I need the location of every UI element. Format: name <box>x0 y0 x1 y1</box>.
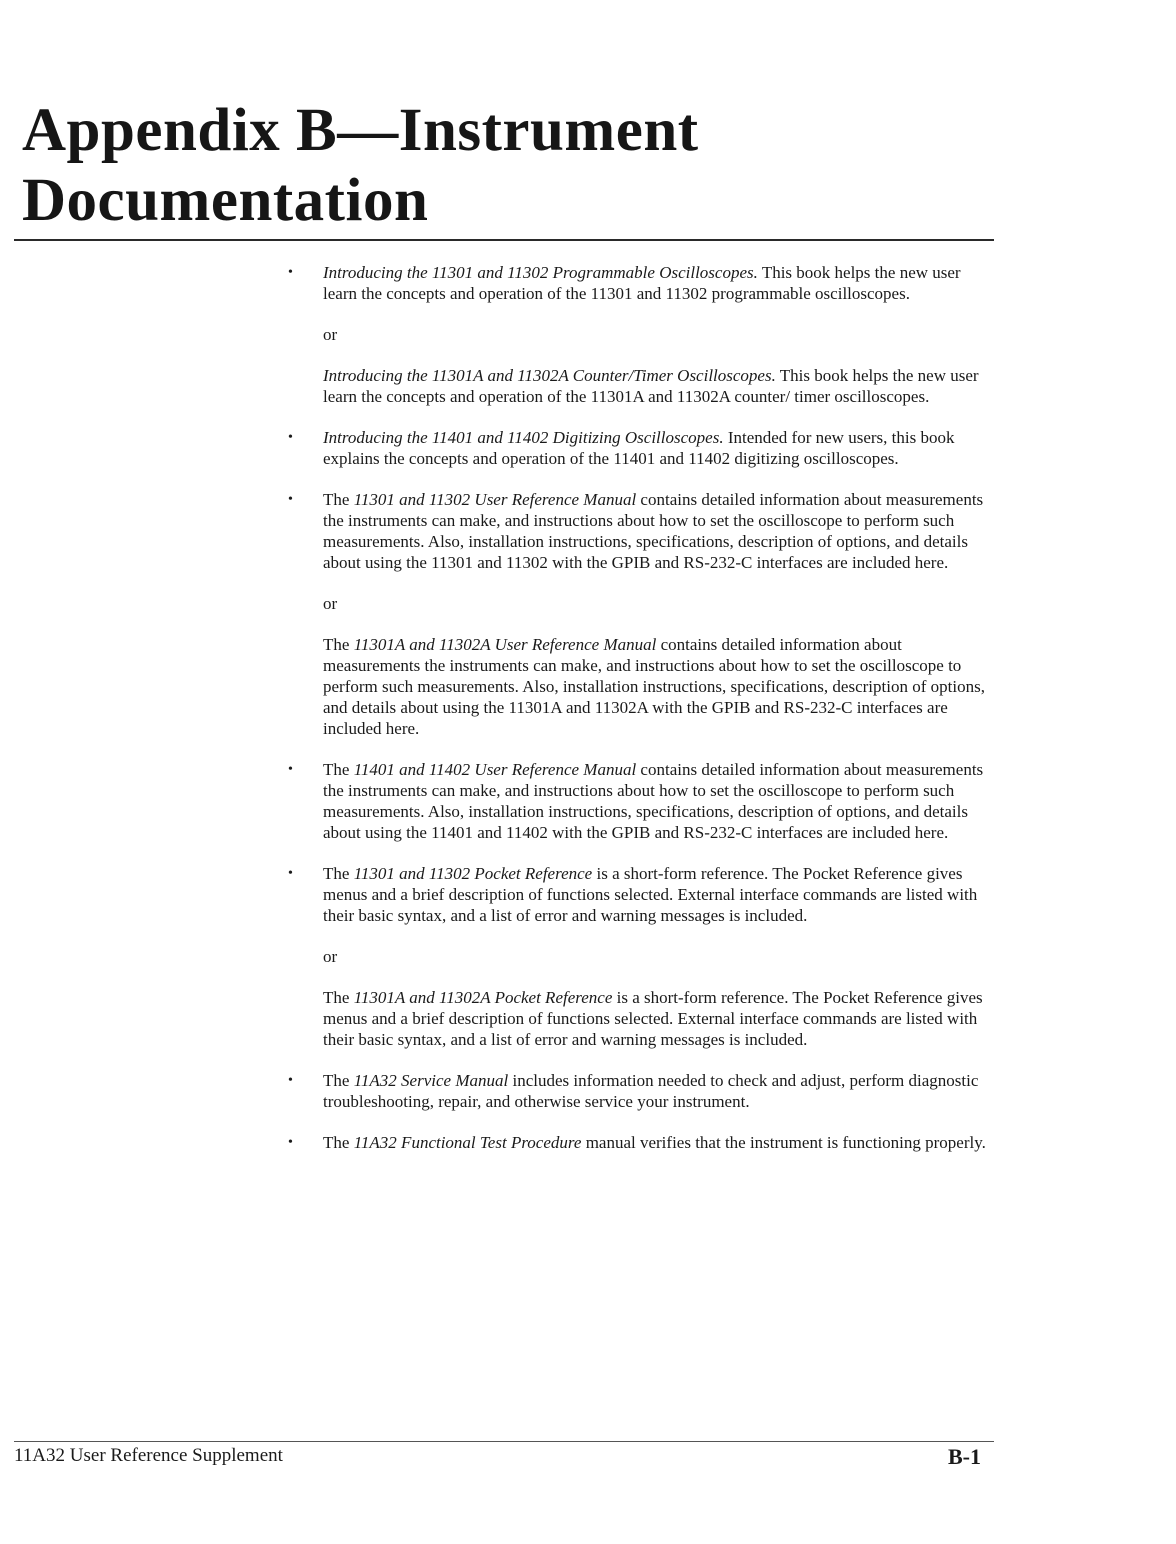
page-title <box>22 96 699 236</box>
page-title-line-2: Documentation <box>22 167 429 234</box>
description-text: This book helps the new user learn the concepts and operation of the 11301 and 11302 programmable oscilloscopes. <box>323 263 961 303</box>
bullet-icon: • <box>288 1135 293 1150</box>
document-title: Introducing the 11301 and 11302 Programmable Oscilloscopes. <box>323 263 758 282</box>
description-prefix: The <box>323 760 354 779</box>
document-title: 11301A and 11302A Pocket Reference <box>353 988 613 1007</box>
document-description <box>323 759 992 843</box>
document-description <box>323 634 992 739</box>
bullet-icon: • <box>288 430 293 445</box>
document-title: Introducing the 11401 and 11402 Digitizing Oscilloscopes. <box>323 428 724 447</box>
document-description <box>323 1132 992 1153</box>
list-item <box>280 489 992 739</box>
document-title: 11301 and 11302 User Reference Manual <box>353 490 637 509</box>
document-description <box>323 1070 992 1112</box>
document-title: 11301 and 11302 Pocket Reference <box>353 864 593 883</box>
description-prefix: The <box>323 988 354 1007</box>
document-title: 11A32 Service Manual <box>353 1071 509 1090</box>
description-prefix: The <box>323 635 354 654</box>
document-description <box>323 489 992 573</box>
document-title: 11A32 Functional Test Procedure <box>353 1133 582 1152</box>
list-item <box>280 1132 992 1153</box>
or-separator: or <box>323 325 338 344</box>
document-description <box>323 365 992 407</box>
description-prefix: The <box>323 490 354 509</box>
description-text: contains detailed information about measurements the instruments can make, and instructions about how to set the oscilloscope to perform such measurements. Also, installation instructions, specifications, description of options, and details about using the 11301 and 11302 with the GPIB and RS-232-C interfaces are included here. <box>323 490 984 572</box>
bullet-icon: • <box>288 1073 293 1088</box>
list-item <box>280 1070 992 1112</box>
title-rule <box>14 239 994 241</box>
document-description <box>323 262 992 304</box>
description-text: is a short-form reference. The Pocket Reference gives menus and a brief description of functions selected. External interface commands are listed with their basic syntax, and a list of error and warning messages is included. <box>323 864 978 925</box>
description-prefix: The <box>323 864 354 883</box>
description-prefix: The <box>323 1133 354 1152</box>
description-prefix: The <box>323 1071 354 1090</box>
footer-page-number: B-1 <box>948 1444 981 1469</box>
footer-publication-title: 11A32 User Reference Supplement <box>14 1445 283 1466</box>
document-description <box>323 863 992 926</box>
footer-rule <box>14 1441 994 1442</box>
description-text: This book helps the new user learn the concepts and operation of the 11301A and 11302A counter/ timer oscilloscopes. <box>323 366 979 406</box>
description-text: is a short-form reference. The Pocket Reference gives menus and a brief description of functions selected. External interface commands are listed with their basic syntax, and a list of error and warning messages is included. <box>323 988 983 1049</box>
page-title-line-1: Appendix B—Instrument <box>22 97 699 164</box>
document-description <box>323 427 992 469</box>
list-item <box>280 759 992 843</box>
list-item <box>280 262 992 407</box>
bullet-icon: • <box>288 866 293 881</box>
documentation-list <box>280 262 992 1153</box>
bullet-icon: • <box>288 492 293 507</box>
description-text: includes information needed to check and adjust, perform diagnostic troubleshooting, repair, and otherwise service your instrument. <box>323 1071 979 1111</box>
document-title: 11401 and 11402 User Reference Manual <box>353 760 637 779</box>
bullet-icon: • <box>288 762 293 777</box>
document-description <box>323 987 992 1050</box>
or-separator: or <box>323 594 338 613</box>
description-text: Intended for new users, this book explains the concepts and operation of the 11401 and 11402 digitizing oscilloscopes. <box>323 428 955 468</box>
description-text: contains detailed information about measurements the instruments can make, and instructions about how to set the oscilloscope to perform such measurements. Also, installation instructions, specifications, description of options, and details about using the 11301A and 11302A with the GPIB and RS-232-C interfaces are included here. <box>323 635 985 738</box>
description-text: contains detailed information about measurements the instruments can make, and instructions about how to set the oscilloscope to perform such measurements. Also, installation instructions, specifications, description of options, and details about using the 11401 and 11402 with the GPIB and RS-232-C interfaces are included here. <box>323 760 984 842</box>
list-item <box>280 427 992 469</box>
description-text: manual verifies that the instrument is functioning properly. <box>581 1133 986 1152</box>
list-item <box>280 863 992 1050</box>
or-separator: or <box>323 947 338 966</box>
document-title: Introducing the 11301A and 11302A Counter/Timer Oscilloscopes. <box>323 366 776 385</box>
bullet-icon: • <box>288 265 293 280</box>
document-title: 11301A and 11302A User Reference Manual <box>353 635 657 654</box>
